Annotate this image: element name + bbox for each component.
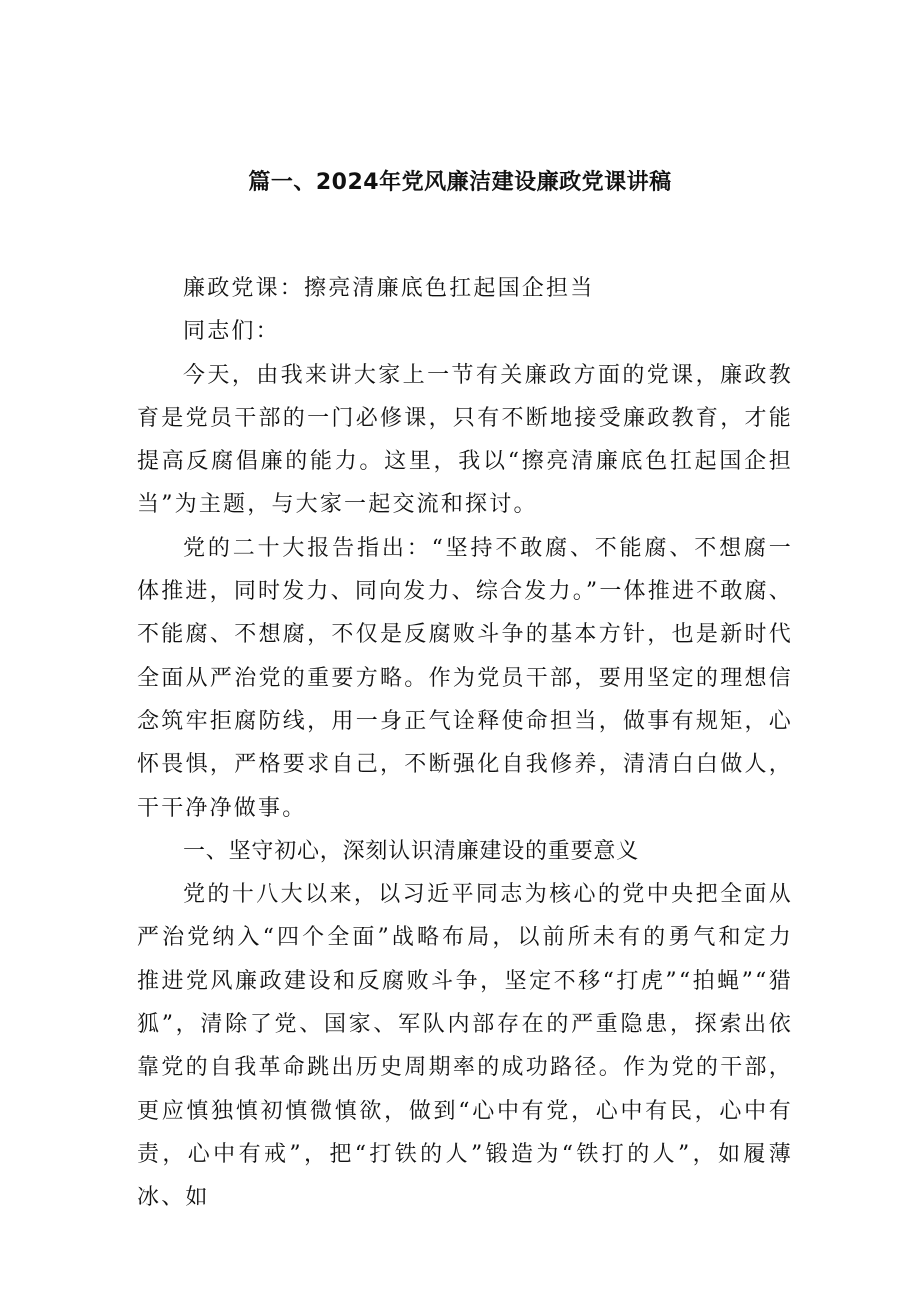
body-paragraph: 党的二十大报告指出：“坚持不敢腐、不能腐、不想腐一体推进，同时发力、同向发力、综合发力。”一体推进不敢腐、不能腐、不想腐，不仅是反腐败斗争的基本方针，也是新时代全面从严治党的重要方略。作为党员干部，要用坚定的理想信念筑牢拒腐防线，用一身正气诠释使命担当，做事有规矩，心怀畏惧，严格要求自己，不断强化自我修养，清清白白做人，干干净净做事。 (137, 535, 793, 821)
body-paragraph: 党的十八大以来，以习近平同志为核心的党中央把全面从严治党纳入“四个全面”战略布局，以前所未有的勇气和定力推进党风廉政建设和反腐败斗争，坚定不移“打虎”“拍蝇”“猎狐”，清除了党、国家、军队内部存在的严重隐患，探索出依靠党的自我革命跳出历史周期率的成功路径。作为党的干部，更应慎独慎初慎微慎欲，做到“心中有党，心中有民，心中有责，心中有戒”，把“打铁的人”锻造为“铁打的人”，如履薄冰、如 (137, 882, 793, 1211)
body-paragraph: 今天，由我来讲大家上一节有关廉政方面的党课，廉政教育是党员干部的一门必修课，只有不断地接受廉政教育，才能提高反腐倡廉的能力。这里，我以“擦亮清廉底色扛起国企担当”为主题，与大家一起交流和探讨。 (137, 362, 793, 518)
section-heading: 一、坚守初心，深刻认识清廉建设的重要意义 (183, 838, 640, 864)
subtitle: 廉政党课：擦亮清廉底色扛起国企担当 (183, 276, 595, 301)
document-body (137, 267, 793, 1220)
document-title: 篇一、2024年党风廉洁建设廉政党课讲稿 (248, 170, 672, 195)
salutation: 同志们： (183, 319, 280, 345)
